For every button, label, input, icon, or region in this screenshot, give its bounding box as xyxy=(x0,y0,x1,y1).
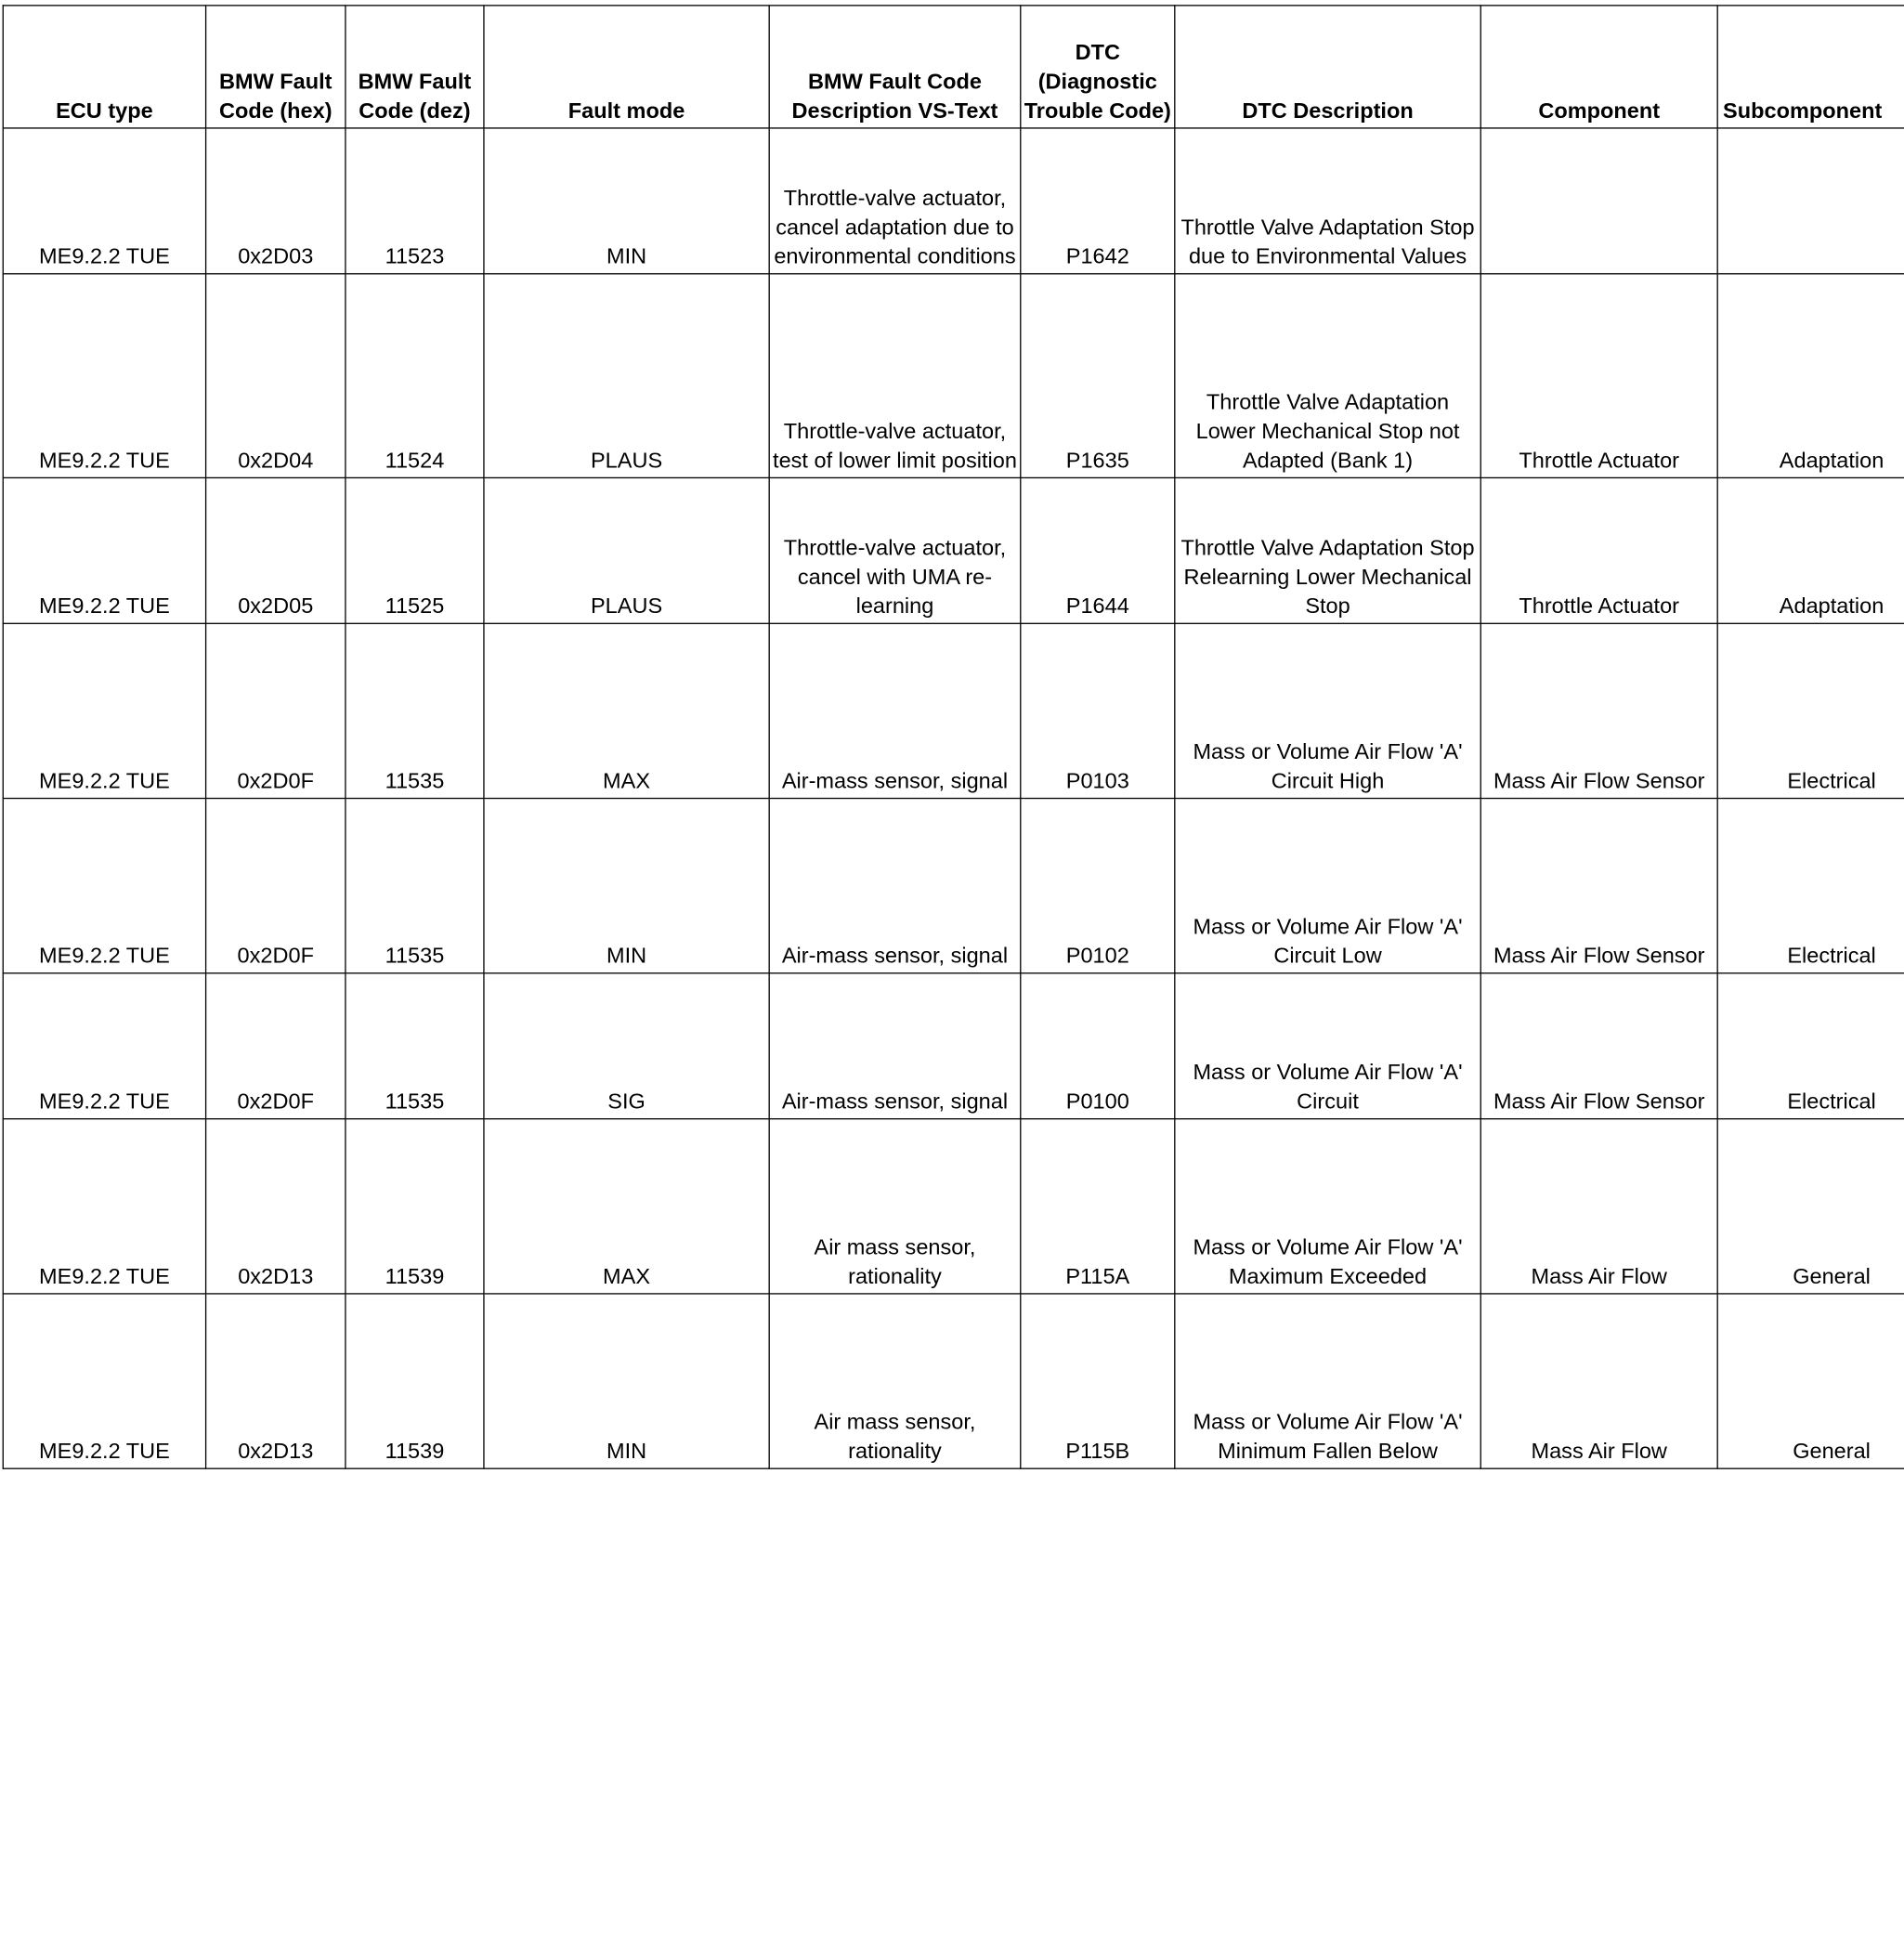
table-row xyxy=(3,1294,1904,1468)
cell-dtc-description[interactable]: Mass or Volume Air Flow 'A' Circuit xyxy=(1175,973,1480,1119)
cell-dtc[interactable]: P0103 xyxy=(1021,623,1175,798)
cell-ecu-type[interactable]: ME9.2.2 TUE xyxy=(3,799,205,973)
cell-subcomponent[interactable]: Adaptation xyxy=(1717,477,1904,623)
cell-fault-mode[interactable]: MAX xyxy=(484,623,769,798)
cell-fault-description[interactable]: Throttle-valve actuator, cancel with UMA re-learning xyxy=(769,477,1021,623)
cell-dtc[interactable]: P0102 xyxy=(1021,799,1175,973)
header-subcomponent[interactable]: Subcomponent xyxy=(1717,6,1904,128)
cell-dtc-description[interactable]: Mass or Volume Air Flow 'A' Minimum Fallen Below xyxy=(1175,1294,1480,1468)
cell-ecu-type[interactable]: ME9.2.2 TUE xyxy=(3,477,205,623)
cell-fault-description[interactable]: Air mass sensor, rationality xyxy=(769,1119,1021,1294)
cell-dtc-description[interactable]: Mass or Volume Air Flow 'A' Maximum Exceeded xyxy=(1175,1119,1480,1294)
cell-dtc-description[interactable]: Throttle Valve Adaptation Stop due to Environmental Values xyxy=(1175,128,1480,274)
cell-fault-code-hex[interactable]: 0x2D05 xyxy=(206,477,346,623)
cell-component[interactable]: Mass Air Flow xyxy=(1480,1294,1717,1468)
cell-fault-description[interactable]: Air-mass sensor, signal xyxy=(769,623,1021,798)
cell-component[interactable]: Mass Air Flow xyxy=(1480,1119,1717,1294)
cell-fault-code-dez[interactable]: 11525 xyxy=(346,477,484,623)
cell-fault-mode[interactable]: MAX xyxy=(484,1119,769,1294)
header-dtc[interactable]: DTC (Diagnostic Trouble Code) xyxy=(1021,6,1175,128)
cell-fault-mode[interactable]: MIN xyxy=(484,799,769,973)
cell-dtc[interactable]: P115B xyxy=(1021,1294,1175,1468)
cell-fault-mode[interactable]: SIG xyxy=(484,973,769,1119)
cell-fault-code-dez[interactable]: 11523 xyxy=(346,128,484,274)
cell-ecu-type[interactable]: ME9.2.2 TUE xyxy=(3,128,205,274)
table-row xyxy=(3,128,1904,274)
cell-dtc-description[interactable]: Throttle Valve Adaptation Stop Relearning Lower Mechanical Stop xyxy=(1175,477,1480,623)
header-row xyxy=(3,6,1904,128)
cell-subcomponent[interactable]: General xyxy=(1717,1294,1904,1468)
cell-dtc-description[interactable]: Mass or Volume Air Flow 'A' Circuit Low xyxy=(1175,799,1480,973)
cell-component[interactable]: Mass Air Flow Sensor xyxy=(1480,623,1717,798)
fault-code-table xyxy=(3,5,1904,1469)
cell-subcomponent[interactable]: Electrical xyxy=(1717,623,1904,798)
cell-fault-code-dez[interactable]: 11535 xyxy=(346,973,484,1119)
cell-fault-code-hex[interactable]: 0x2D0F xyxy=(206,799,346,973)
cell-fault-description[interactable]: Air-mass sensor, signal xyxy=(769,973,1021,1119)
cell-subcomponent[interactable]: Electrical xyxy=(1717,973,1904,1119)
cell-fault-description[interactable]: Air mass sensor, rationality xyxy=(769,1294,1021,1468)
cell-component[interactable]: Throttle Actuator xyxy=(1480,274,1717,478)
cell-fault-code-hex[interactable]: 0x2D0F xyxy=(206,623,346,798)
cell-fault-code-dez[interactable]: 11539 xyxy=(346,1294,484,1468)
cell-subcomponent[interactable]: General xyxy=(1717,1119,1904,1294)
table-body xyxy=(3,128,1904,1468)
header-component[interactable]: Component xyxy=(1480,6,1717,128)
cell-ecu-type[interactable]: ME9.2.2 TUE xyxy=(3,623,205,798)
cell-fault-code-dez[interactable]: 11535 xyxy=(346,623,484,798)
cell-subcomponent[interactable]: Electrical xyxy=(1717,799,1904,973)
cell-ecu-type[interactable]: ME9.2.2 TUE xyxy=(3,973,205,1119)
cell-fault-code-hex[interactable]: 0x2D03 xyxy=(206,128,346,274)
header-fault-mode[interactable]: Fault mode xyxy=(484,6,769,128)
cell-fault-description[interactable]: Throttle-valve actuator, cancel adaptation due to environmental conditions xyxy=(769,128,1021,274)
cell-dtc-description[interactable]: Mass or Volume Air Flow 'A' Circuit High xyxy=(1175,623,1480,798)
cell-fault-description[interactable]: Air-mass sensor, signal xyxy=(769,799,1021,973)
cell-fault-code-dez[interactable]: 11535 xyxy=(346,799,484,973)
cell-fault-mode[interactable]: MIN xyxy=(484,128,769,274)
table-row xyxy=(3,799,1904,973)
cell-fault-mode[interactable]: PLAUS xyxy=(484,477,769,623)
cell-fault-code-hex[interactable]: 0x2D0F xyxy=(206,973,346,1119)
cell-ecu-type[interactable]: ME9.2.2 TUE xyxy=(3,1294,205,1468)
table-row xyxy=(3,1119,1904,1294)
header-ecu-type[interactable]: ECU type xyxy=(3,6,205,128)
cell-fault-mode[interactable]: PLAUS xyxy=(484,274,769,478)
header-fault-code-hex[interactable]: BMW Fault Code (hex) xyxy=(206,6,346,128)
cell-fault-code-hex[interactable]: 0x2D13 xyxy=(206,1119,346,1294)
table-row xyxy=(3,973,1904,1119)
header-fault-code-dez[interactable]: BMW Fault Code (dez) xyxy=(346,6,484,128)
cell-fault-code-hex[interactable]: 0x2D13 xyxy=(206,1294,346,1468)
cell-component[interactable]: Mass Air Flow Sensor xyxy=(1480,799,1717,973)
cell-component[interactable] xyxy=(1480,128,1717,274)
cell-subcomponent[interactable]: Adaptation xyxy=(1717,274,1904,478)
cell-dtc[interactable]: P115A xyxy=(1021,1119,1175,1294)
cell-dtc[interactable]: P1642 xyxy=(1021,128,1175,274)
cell-fault-code-dez[interactable]: 11539 xyxy=(346,1119,484,1294)
cell-dtc-description[interactable]: Throttle Valve Adaptation Lower Mechanical Stop not Adapted (Bank 1) xyxy=(1175,274,1480,478)
cell-fault-code-dez[interactable]: 11524 xyxy=(346,274,484,478)
cell-component[interactable]: Mass Air Flow Sensor xyxy=(1480,973,1717,1119)
table-row xyxy=(3,477,1904,623)
table-row xyxy=(3,623,1904,798)
cell-ecu-type[interactable]: ME9.2.2 TUE xyxy=(3,274,205,478)
cell-fault-description[interactable]: Throttle-valve actuator, test of lower limit position xyxy=(769,274,1021,478)
cell-dtc[interactable]: P1644 xyxy=(1021,477,1175,623)
header-dtc-description[interactable]: DTC Description xyxy=(1175,6,1480,128)
cell-subcomponent[interactable] xyxy=(1717,128,1904,274)
cell-component[interactable]: Throttle Actuator xyxy=(1480,477,1717,623)
cell-dtc[interactable]: P0100 xyxy=(1021,973,1175,1119)
cell-ecu-type[interactable]: ME9.2.2 TUE xyxy=(3,1119,205,1294)
header-fault-description[interactable]: BMW Fault Code Description VS-Text xyxy=(769,6,1021,128)
table-row xyxy=(3,274,1904,478)
cell-fault-mode[interactable]: MIN xyxy=(484,1294,769,1468)
cell-fault-code-hex[interactable]: 0x2D04 xyxy=(206,274,346,478)
cell-dtc[interactable]: P1635 xyxy=(1021,274,1175,478)
